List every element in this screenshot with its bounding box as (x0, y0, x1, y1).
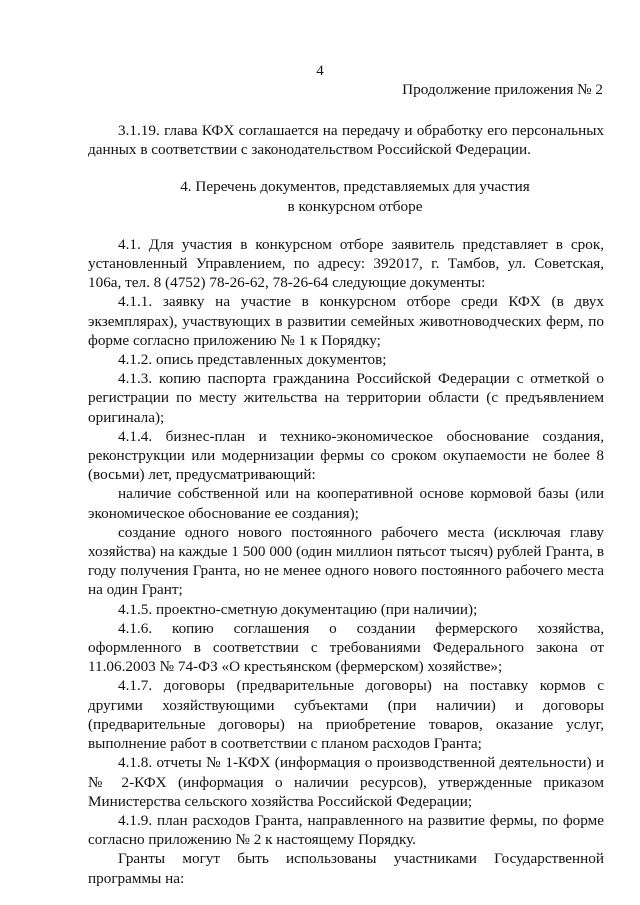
paragraph-grants-usage: Гранты могут быть использованы участниками Государственной программы на: (88, 850, 604, 887)
paragraph-4-1-5: 4.1.5. проектно-сметную документацию (при наличии); (118, 600, 478, 618)
paragraph-4-1-2: 4.1.2. опись представленных документов; (118, 351, 387, 369)
page-number: 4 (316, 63, 324, 79)
paragraph-4-1-6: 4.1.6. копию соглашения о создании фермерского хозяйства, оформленного в соответствии с требованиями Федерального закона от 11.06.2003 № 74-ФЗ «О крестьянском (фермерском) хозяйстве»; (88, 619, 604, 676)
paragraph-4-1-4: 4.1.4. бизнес-план и технико-экономическое обоснование создания, реконструкции или модернизации фермы со сроком окупаемости не более 8 (восьми) лет, предусматривающий: (88, 427, 604, 484)
paragraph-4-1-8: 4.1.8. отчеты № 1-КФХ (информация о производственной деятельности) и № 2-КФХ (информация о наличии ресурсов), утвержденные приказом Министерства сельского хозяйства Российской Федерации; (88, 754, 604, 810)
paragraph-4-1-1: 4.1.1. заявку на участие в конкурсном отборе среди КФХ (в двух экземплярах), участвующих в развитии семейных животноводческих ферм, по форме согласно приложению № 1 к Порядку; (88, 293, 604, 349)
continuation-label: Продолжение приложения № 2 (402, 81, 603, 98)
paragraph-3-1-19: 3.1.19. глава КФХ соглашается на передачу и обработку его персональных данных в соответствии с законодательством Российской Федерации. (88, 122, 604, 159)
paragraph-4-1: 4.1. Для участия в конкурсном отборе заявитель представляет в срок, установленный Управлением, по адресу: 392017, г. Тамбов, ул. Советская, 106а, тел. 8 (4752) 78-26-62, 78-26-64 следующие документы: (88, 235, 604, 292)
paragraph-4-1-3: 4.1.3. копию паспорта гражданина Российской Федерации с отметкой о регистрации по месту жительства на территории области (с предъявлением оригинала); (88, 370, 604, 426)
document-body (88, 121, 604, 888)
paragraph-4-1-7: 4.1.7. договоры (предварительные договоры) на поставку кормов с другими хозяйствующими субъектами (при наличии) и договоры (предварительные договоры) на приобретение товаров, оказание услуг, выполнение работ в соответствии с планом расходов Гранта; (88, 677, 604, 753)
paragraph-4-1-4-feed-base: наличие собственной или на кооперативной основе кормовой базы (или экономическое обоснование ее создания); (88, 485, 604, 522)
section-heading-line-2: в конкурсном отборе (287, 197, 423, 215)
section-heading-line-1: 4. Перечень документов, представляемых для участия (180, 178, 530, 196)
paragraph-4-1-9: 4.1.9. план расходов Гранта, направленного на развитие фермы, по форме согласно приложению № 2 к настоящему Порядку. (88, 811, 604, 849)
paragraph-4-1-4-workplaces: создание одного нового постоянного рабочего места (исключая главу хозяйства) на каждые 1 500 000 (один миллион пятьсот тысяч) рублей Гранта, в году получения Гранта, но не менее одного нового постоянного рабочего места на один Грант; (88, 523, 604, 599)
